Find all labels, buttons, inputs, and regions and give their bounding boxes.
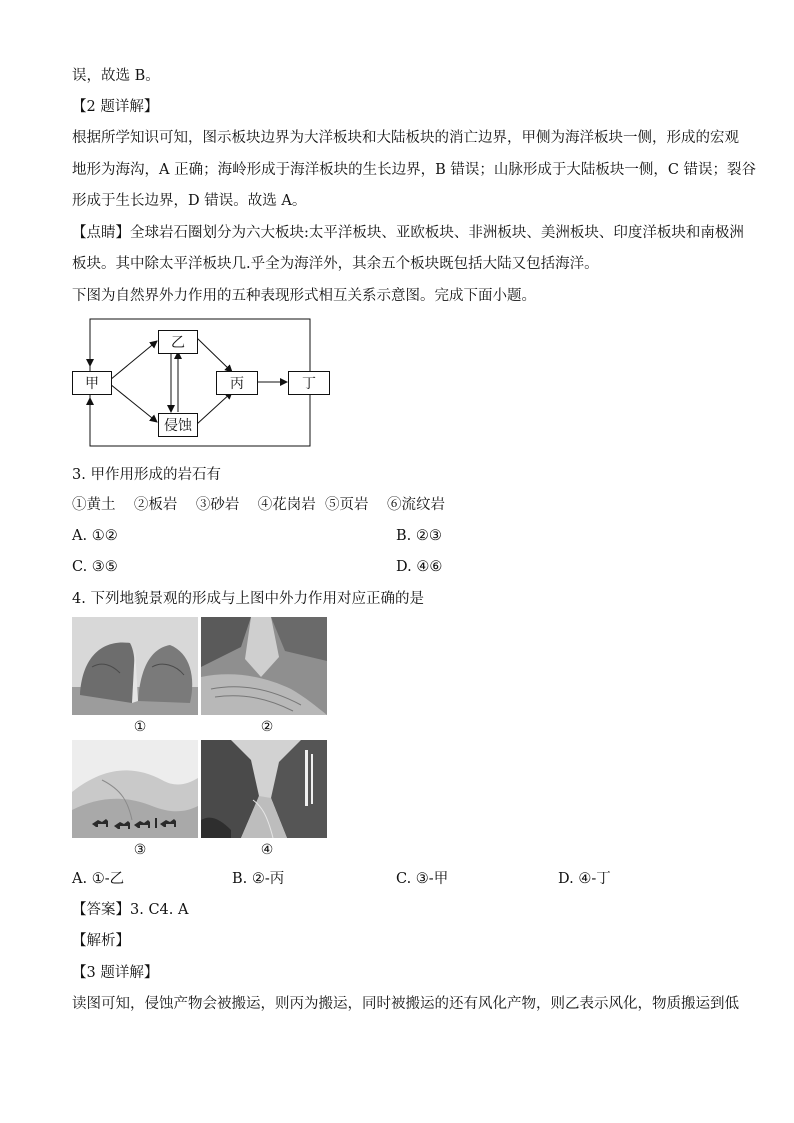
q4-option-b: B. ②-丙 [232, 871, 285, 887]
analysis-heading: 【解析】 [72, 933, 130, 949]
photo-glacier-valley [201, 617, 327, 715]
q3-stem: 3. 甲作用形成的岩石有 [72, 467, 221, 483]
node-qinshi: 侵蚀 [158, 413, 198, 437]
caption-2: ② [260, 719, 274, 735]
section-heading-q2: 【2 题详解】 [72, 99, 159, 115]
q4-stem: 4. 下列地貌景观的形成与上图中外力作用对应正确的是 [72, 591, 424, 607]
caption-4: ④ [260, 842, 274, 858]
caption-3: ③ [133, 842, 147, 858]
q4-option-d: D. ④-丁 [558, 871, 611, 887]
tip-line-1: 【点睛】全球岩石圈划分为六大板块:太平洋板块、亚欧板块、非洲板块、美洲板块、印度洋板块和南极洲 [72, 225, 744, 241]
q3-detail-text: 读图可知，侵蚀产物会被搬运，则丙为搬运，同时被搬运的还有风化产物，则乙表示风化，物质搬运到低 [72, 996, 739, 1012]
text-line-1: 误，故选 B。 [72, 68, 160, 84]
q3-option-d: D. ④⑥ [396, 559, 443, 575]
node-bing: 丙 [216, 371, 258, 395]
answer-line: 【答案】3. C4. A [72, 902, 189, 918]
q3-detail-heading: 【3 题详解】 [72, 965, 159, 981]
node-ding: 丁 [288, 371, 330, 395]
photo-weathered-rock [72, 617, 198, 715]
caption-1: ① [133, 719, 147, 735]
q3-option-a: A. ①② [72, 528, 118, 544]
photo-fjord [201, 740, 327, 838]
text-line-4: 地形为海沟，A 正确；海岭形成于海洋板块的生长边界，B 错误；山脉形成于大陆板块一侧，C 错误；裂谷 [72, 162, 757, 178]
photo-desert-dunes [72, 740, 198, 838]
node-yi: 乙 [158, 330, 198, 354]
text-line-3: 根据所学知识可知，图示板块边界为大洋板块和大陆板块的消亡边界，甲侧为海洋板块一侧，形成的宏观 [72, 130, 739, 146]
q3-items: ①黄土 ②板岩 ③砂岩 ④花岗岩 ⑤页岩 ⑥流纹岩 [72, 497, 445, 513]
process-diagram [72, 316, 322, 450]
q3-option-b: B. ②③ [396, 528, 442, 544]
tip-line-2: 板块。其中除太平洋板块几.乎全为海洋外，其余五个板块既包括大陆又包括海洋。 [72, 256, 599, 272]
node-jia: 甲 [72, 371, 112, 395]
intro-line: 下图为自然界外力作用的五种表现形式相互关系示意图。完成下面小题。 [72, 288, 536, 304]
text-line-5: 形成于生长边界，D 错误。故选 A。 [72, 193, 307, 209]
q4-option-a: A. ①-乙 [72, 871, 125, 887]
q3-option-c: C. ③⑤ [72, 559, 118, 575]
q4-option-c: C. ③-甲 [396, 871, 449, 887]
